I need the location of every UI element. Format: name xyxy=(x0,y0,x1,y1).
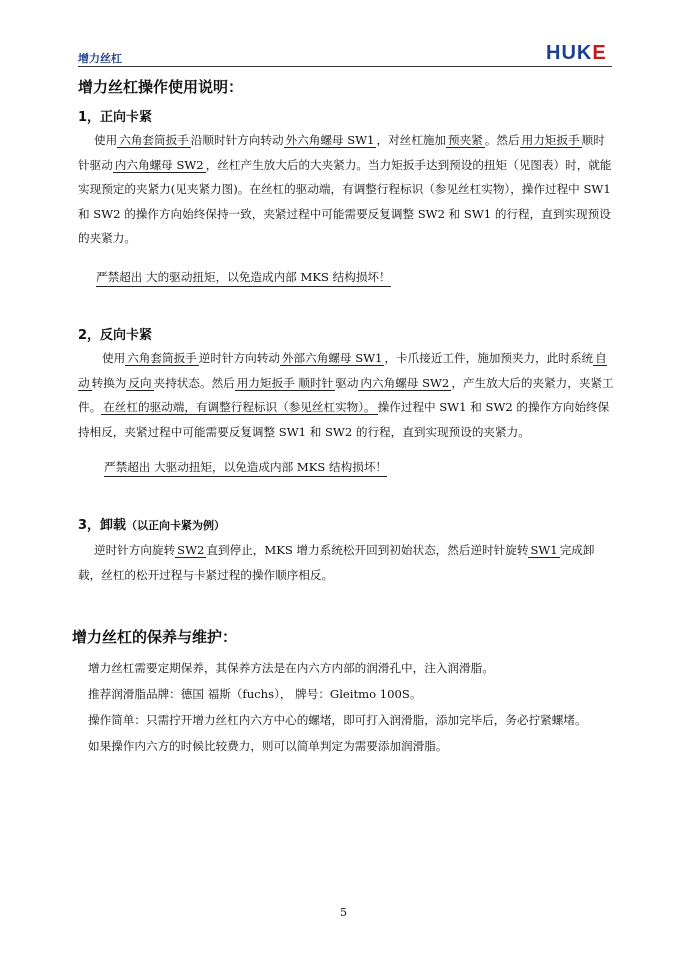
s2-text-3: 逆时针方向转动 xyxy=(198,351,280,365)
maintenance-line-1: 增力丝杠需要定期保养，其保养方法是在内六方内部的润滑孔中，注入润滑脂。 xyxy=(88,661,494,675)
maintenance-line-2: 推荐润滑脂品牌：德国 福斯（fuchs）， 牌号：Gleitmo 100S。 xyxy=(88,687,422,701)
maintenance-line-4: 如果操作内六方的时候比较费力，则可以简单判定为需要添加润滑脂。 xyxy=(88,739,448,753)
s2-auto: 自动 xyxy=(78,351,607,390)
maintenance-line-3: 操作简单：只需拧开增力丝杠内六方中心的螺堵，即可打入润滑脂，添加完毕后，务必拧紧螺堵。 xyxy=(88,713,587,727)
s3-text-3: 直到停止，MKS 增力系统松开回到初始状态，然后逆时针旋转 xyxy=(206,543,529,557)
s2-text-15: 操作过程中 SW1 和 SW2 的操作方向始终保持相反，夹紧过程中可能需要反复调整 SW1 和 SW2 的行程，直到实现预设的夹紧力。 xyxy=(78,400,610,439)
section-3-heading xyxy=(78,514,225,533)
section-1-body xyxy=(78,128,614,251)
s2-nut-sw2: 内六角螺母 SW2 xyxy=(360,375,450,390)
section-1-heading: 1，正向卡紧 xyxy=(78,110,153,125)
doc-title: 增力丝杠操作使用说明： xyxy=(78,78,244,96)
section-1-warning: 严禁超出 大的驱动扭矩，以免造成内部 MKS 结构损坏！ xyxy=(96,268,391,287)
maintenance-title: 增力丝杠的保养与维护： xyxy=(72,628,238,646)
header-label: 增力丝杠 xyxy=(78,52,122,65)
s1-text-7: 。然后 xyxy=(484,133,520,147)
section-3-title: 3，卸载 xyxy=(78,518,127,533)
s1-nut-sw2: 内六角螺母 SW2 xyxy=(114,157,204,172)
logo-main-text: HUK xyxy=(546,42,593,64)
s3-text-1: 逆时针方向旋转 xyxy=(94,543,176,557)
s2-nut-sw1: 外部六角螺母 SW1 xyxy=(281,351,383,365)
s2-stroke-mark: 在丝杠的驱动端，有调整行程标识（参见丝杠实物）。 xyxy=(103,400,376,415)
s1-nut-sw1: 外六角螺母 SW1 xyxy=(285,133,375,147)
s2-text-7: 转换为 xyxy=(91,375,127,390)
s2-text-1: 使用 xyxy=(102,351,126,365)
logo-accent-text: E xyxy=(592,42,607,64)
s1-text-5: ，对丝杠施加 xyxy=(376,133,447,147)
s1-preclamp: 预夹紧 xyxy=(448,133,483,147)
s2-reverse: 反向 xyxy=(128,375,152,390)
section-3-subtitle: （以正向卡紧为例） xyxy=(126,519,226,532)
s2-text-13: ，产生放大后的夹紧力，夹紧工件。 xyxy=(78,375,614,415)
s2-text-11: 驱动 xyxy=(335,375,359,390)
s1-torque-wrench: 用力矩扳手 xyxy=(521,133,580,147)
brand-logo xyxy=(546,42,607,65)
header-rule xyxy=(78,66,612,67)
section-3-body xyxy=(78,538,614,587)
s1-text-11: ，丝杠产生放大后的大夹紧力。当力矩扳手达到预设的扭矩（见图表）时，就能实现预定的夹紧力(见夹紧力图)。在丝杠的驱动端，有调整行程标识（参见丝杠实物），操作过程中 SW1 和 SW2 的操作方向始终保持一致，夹紧过程中可能需要反复调整 SW2 和 SW1 的行程，直到实现预设的夹紧力。 xyxy=(78,157,612,246)
page-number: 5 xyxy=(340,906,347,919)
s1-text-1: 使用 xyxy=(94,133,118,147)
s1-tool-socket-wrench: 六角套筒扳手 xyxy=(119,133,189,147)
s1-text-3: 沿顺时针方向转动 xyxy=(190,133,284,147)
s3-text-5: 完成卸载，丝杠的松开过程与卡紧过程的操作顺序相反。 xyxy=(78,543,595,582)
section-2-body xyxy=(78,346,614,444)
section-2-warning: 严禁超出 大驱动扭矩，以免造成内部 MKS 结构损坏！ xyxy=(104,458,387,477)
s2-text-9: 夹持状态。然后 xyxy=(153,375,235,390)
s2-torque-wrench: 用力矩扳手 顺时针 xyxy=(236,375,334,390)
s1-text-9: 顺时针驱动 xyxy=(78,133,605,172)
s3-sw1: SW1 xyxy=(530,543,558,557)
s2-text-5: ，卡爪接近工件，施加预夹力，此时系统 xyxy=(384,351,594,365)
s3-sw2: SW2 xyxy=(177,543,205,557)
s2-tool-socket-wrench: 六角套筒扳手 xyxy=(127,351,197,365)
section-2-heading: 2，反向卡紧 xyxy=(78,328,153,343)
